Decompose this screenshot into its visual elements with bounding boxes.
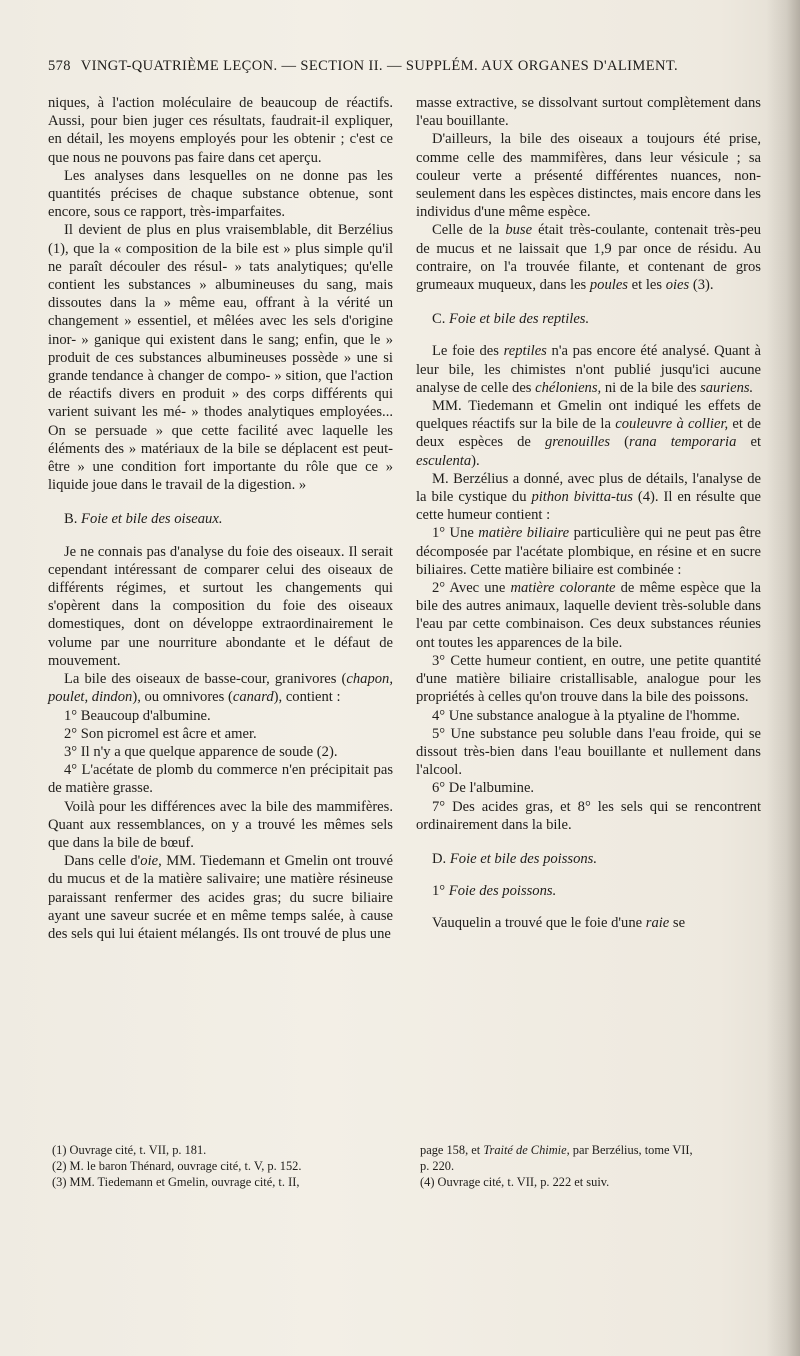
footnote-continued: page 158, et Traité de Chimie, par Berzélius, tome VII, — [420, 1143, 693, 1157]
list-item: 3° Il n'y a que quelque apparence de soude (2). — [64, 743, 338, 760]
footnote: (2) M. le baron Thénard, ouvrage cité, t. V, p. 152. — [52, 1159, 302, 1173]
footnotes-right — [420, 1142, 765, 1190]
list-item: 2° Son picromel est âcre et amer. — [64, 725, 257, 742]
paragraph: Voilà pour les différences avec la bile des mammifères. Quant aux ressemblances, on y a trouvé les mêmes sels que dans la bile de bœuf. — [48, 798, 393, 851]
running-title: VINGT-QUATRIÈME LEÇON. — SECTION II. — SUPPLÉM. AUX ORGANES D'ALIMENT. — [80, 58, 679, 74]
paragraph: Le foie des reptiles n'a pas encore été analysé. Quant à leur bile, les chimistes n'ont publié jusqu'ici aucune analyse de celle des chéloniens, ni de la bile des sauriens. — [416, 343, 762, 396]
section-heading-c — [432, 310, 761, 328]
subsection-title: Foie des poissons. — [448, 883, 557, 900]
paragraph: Celle de la buse était très-coulante, contenait très-peu de mucus et ne laissait que 1,9 par once de résidu. Au contraire, on l'a trouvée filante, et contenant de gros grumeaux muqueux, dans les poules et les oies (3). — [416, 222, 761, 294]
list-item: 4° L'acétate de plomb du commerce n'en précipitait pas de matière grasse. — [48, 762, 393, 797]
list-item: 3° Cette humeur contient, en outre, une petite quantité d'une matière biliaire cristallisable, analogue pour les propriétés à celles qu'on trouve dans la bile des poissons. — [416, 652, 761, 706]
paragraph: Les analyses dans lesquelles on ne donne pas les quantités précises de chaque substance obtenue, sont encore, sous ce rapport, très-imparfaites. — [48, 167, 393, 221]
paragraph: M. Berzélius a donné, avec plus de détails, l'analyse de la bile cystique du pithon bivitta-tus (4). Il en résulte que cette humeur contient : — [416, 470, 761, 524]
paragraph: La bile des oiseaux de basse-cour, granivores (chapon, poulet, dindon), ou omnivores (canard), contient : — [48, 671, 393, 706]
footnote-continued: p. 220. — [420, 1159, 455, 1173]
list-item: 1° Beaucoup d'albumine. — [64, 707, 211, 724]
footnote: (4) Ouvrage cité, t. VII, p. 222 et suiv. — [420, 1175, 610, 1189]
section-heading-b — [64, 510, 393, 528]
list-item: 6° De l'albumine. — [432, 780, 535, 797]
section-title: Foie et bile des oiseaux. — [81, 511, 223, 528]
section-title: Foie et bile des poissons. — [449, 850, 597, 867]
paragraph: MM. Tiedemann et Gmelin ont indiqué les effets de quelques réactifs sur la bile de la couleuvre à collier, et de deux espèces de grenouilles (rana temporaria et esculenta). — [416, 398, 762, 469]
right-column — [416, 94, 761, 933]
paragraph: masse extractive, se dissolvant surtout complètement dans l'eau bouillante. — [416, 95, 761, 130]
section-title: Foie et bile des reptiles. — [449, 311, 590, 328]
paragraph: Il devient de plus en plus vraisemblable, dit Berzélius (1), que la « composition de la bile est » plus simple qu'il ne paraît découler des résul- » tats analytiques; qu'elle contient les substances » albumineuses du sang, mais dissoutes dans la » même eau, offrant à la vérité un changement » essentiel, et mêlées avec les sels d'origine inor- » ganique qui existent dans le sang; enfin, que le » produit de ces substances albumineuses possède » une si grande tendance à changer de compo- » sition, que l'action de réactifs divers en produit » des corps différents qui varient suivant les mé- » thodes analytiques employées... On se persuade » que cette facilité avec laquelle les éléments des » matériaux de la bile se déplacent est peut-être » une condition fort importante du rôle que ce » liquide joue dans le travail de la digestion. » — [48, 222, 393, 494]
paragraph: Dans celle d'oie, MM. Tiedemann et Gmelin ont trouvé du mucus et de la matière salivaire; une matière résineuse paraissant renfermer des acides gras; du sucre biliaire ayant une saveur sucrée et en même temps salée, à cause des sels qui lui étaient mélangés. Ils ont trouvé de plus une — [48, 853, 393, 942]
subsection-heading — [432, 882, 761, 900]
page-edge-shadow — [766, 0, 800, 1356]
footnotes-left — [52, 1142, 397, 1190]
list-item: 2° Avec une matière colorante de même espèce que la bile des autres animaux, laquelle devient très-soluble dans l'eau par cette combinaison. Ces deux substances réunies ont toutes les apparences de la bile. — [416, 580, 761, 651]
paragraph: Je ne connais pas d'analyse du foie des oiseaux. Il serait cependant intéressant de comparer celui des oiseaux de différents régimes, et surtout les changements qui s'opèrent dans la composition du foie des oiseaux domestiques, dont on développe extraordinairement le volume par une nourriture abondante et le défaut de mouvement. — [48, 543, 393, 669]
list-item: 7° Des acides gras, et 8° les sels qui se rencontrent ordinairement dans la bile. — [416, 798, 761, 833]
section-heading-d — [432, 850, 761, 868]
running-header — [48, 58, 772, 75]
list-item: 5° Une substance peu soluble dans l'eau froide, qui se dissout très-bien dans l'eau bouillante et nullement dans l'alcool. — [416, 725, 761, 779]
paragraph: D'ailleurs, la bile des oiseaux a toujours été prise, comme celle des mammifères, dans leur vésicule ; sa couleur verte a présenté différentes nuances, non-seulement dans les espèces distinctes, mais encore dans les individus d'une même espèce. — [416, 131, 761, 221]
footnote: (3) MM. Tiedemann et Gmelin, ouvrage cité, t. II, — [52, 1175, 300, 1189]
list-item: 4° Une substance analogue à la ptyaline de l'homme. — [432, 707, 740, 724]
footnote: (1) Ouvrage cité, t. VII, p. 181. — [52, 1143, 207, 1157]
page-number: 578 — [48, 58, 71, 74]
list-item: 1° Une matière biliaire particulière qui ne peut pas être décomposée par l'acétate plombique, en résine et en sucre biliaires. Cette matière biliaire est combinée : — [416, 525, 761, 578]
section-label: C. — [432, 311, 446, 328]
section-label: D. — [432, 850, 447, 867]
paragraph: niques, à l'action moléculaire de beaucoup de réactifs. Aussi, pour bien juger ces résultats, faudrait-il expliquer, en détail, les moyens employés pour les obtenir ; c'est ce que nous ne pouvons pas faire dans cet aperçu. — [48, 95, 393, 166]
section-label: B. — [64, 511, 78, 528]
subsection-label: 1° — [432, 883, 446, 900]
paragraph: Vauquelin a trouvé que le foie d'une raie se — [432, 915, 686, 932]
left-column — [48, 94, 393, 943]
